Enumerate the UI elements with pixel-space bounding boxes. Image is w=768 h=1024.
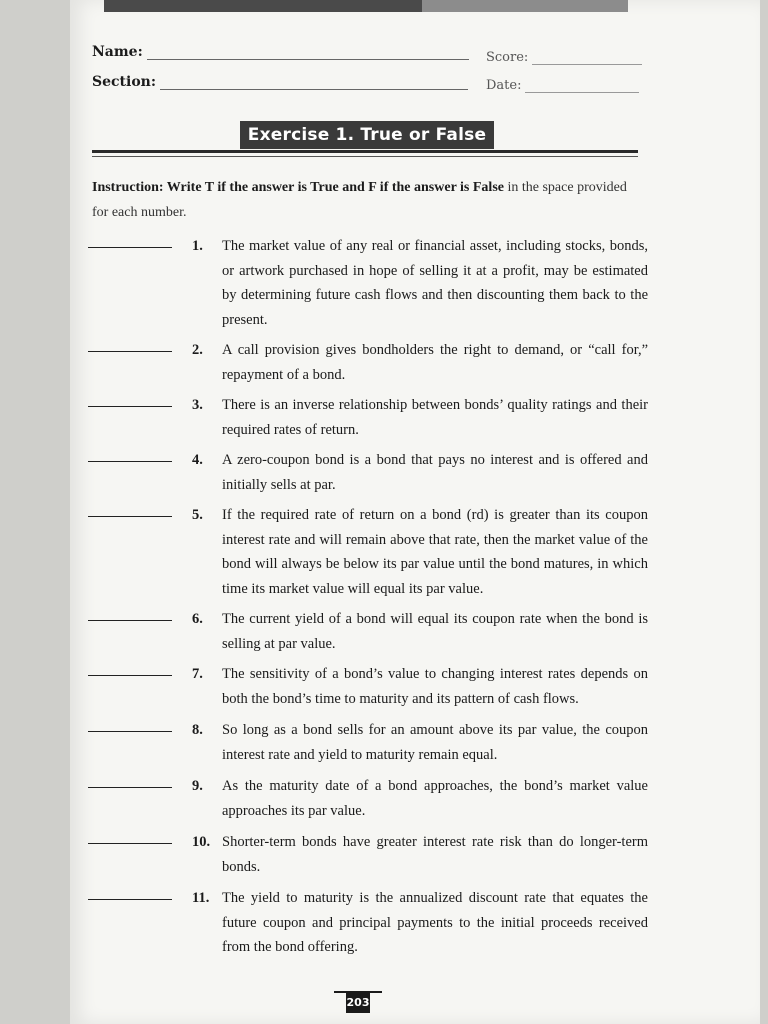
- answer-blank[interactable]: [88, 461, 172, 462]
- question-text: As the maturity date of a bond approaches, the bond’s market value approaches its par value.: [222, 778, 648, 819]
- answer-blank[interactable]: [88, 351, 172, 352]
- question-text: The yield to maturity is the annualized discount rate that equates the future coupon and principal payments to the initial proceeds received from the bond offering.: [222, 890, 648, 955]
- date-blank[interactable]: [525, 80, 639, 93]
- title-rule-thin: [92, 156, 638, 157]
- question-number: 6.: [192, 611, 203, 627]
- page-number: 203: [346, 991, 370, 1013]
- question-number: 9.: [192, 778, 203, 794]
- section-label: Section:: [92, 74, 157, 90]
- question-number: 10.: [192, 834, 211, 850]
- instruction-rest: in the space provided for each number.: [92, 180, 627, 220]
- question-text: If the required rate of return on a bond (rd) is greater than its coupon interest rate and will remain above that rate, then the market value of the bond will always be below its par value until the bond matures, in which time its market value will equal its par value.: [222, 507, 648, 597]
- answer-blank[interactable]: [88, 516, 172, 517]
- answer-blank[interactable]: [88, 731, 172, 732]
- question-text: There is an inverse relationship between bonds’ quality ratings and their required rates of return.: [222, 397, 648, 438]
- answer-blank[interactable]: [88, 406, 172, 407]
- question-text: So long as a bond sells for an amount above its par value, the coupon interest rate and yield to maturity remain equal.: [222, 722, 648, 763]
- question-number: 4.: [192, 452, 203, 468]
- exercise-title: Exercise 1. True or False: [240, 121, 494, 149]
- answer-blank[interactable]: [88, 787, 172, 788]
- question-number: 3.: [192, 397, 203, 413]
- date-label: Date:: [486, 78, 522, 93]
- score-field: [486, 50, 642, 65]
- question-text: The market value of any real or financial asset, including stocks, bonds, or artwork purchased in hope of selling it at a profit, may be estimated by determining future cash flows and then discounting them back to the present.: [222, 238, 648, 328]
- top-decorative-band: [104, 0, 628, 12]
- question-text: A zero-coupon bond is a bond that pays no interest and is offered and initially sells at par.: [222, 452, 648, 493]
- instruction-text: [92, 175, 646, 225]
- question-number: 1.: [192, 238, 203, 254]
- answer-blank[interactable]: [88, 247, 172, 248]
- name-label: Name:: [92, 44, 143, 60]
- question-number: 7.: [192, 666, 203, 682]
- title-rule: [92, 150, 638, 153]
- score-blank[interactable]: [532, 52, 642, 65]
- name-field: [92, 44, 469, 60]
- question-number: 2.: [192, 342, 203, 358]
- score-label: Score:: [486, 50, 529, 65]
- answer-blank[interactable]: [88, 620, 172, 621]
- top-band-light-segment: [422, 0, 628, 12]
- question-number: 8.: [192, 722, 203, 738]
- question-number: 11.: [192, 890, 210, 906]
- answer-blank[interactable]: [88, 843, 172, 844]
- question-text: The sensitivity of a bond’s value to changing interest rates depends on both the bond’s time to maturity and its pattern of cash flows.: [222, 666, 648, 707]
- answer-blank[interactable]: [88, 899, 172, 900]
- question-text: A call provision gives bondholders the right to demand, or “call for,” repayment of a bond.: [222, 342, 648, 383]
- name-blank[interactable]: [147, 47, 469, 60]
- question-text: Shorter-term bonds have greater interest rate risk than do longer-term bonds.: [222, 834, 648, 875]
- date-field: [486, 78, 639, 93]
- section-field: [92, 74, 468, 90]
- instruction-bold: Instruction: Write T if the answer is True and F if the answer is False: [92, 180, 504, 195]
- section-blank[interactable]: [160, 77, 468, 90]
- question-text: The current yield of a bond will equal its coupon rate when the bond is selling at par value.: [222, 611, 648, 652]
- question-number: 5.: [192, 507, 203, 523]
- answer-blank[interactable]: [88, 675, 172, 676]
